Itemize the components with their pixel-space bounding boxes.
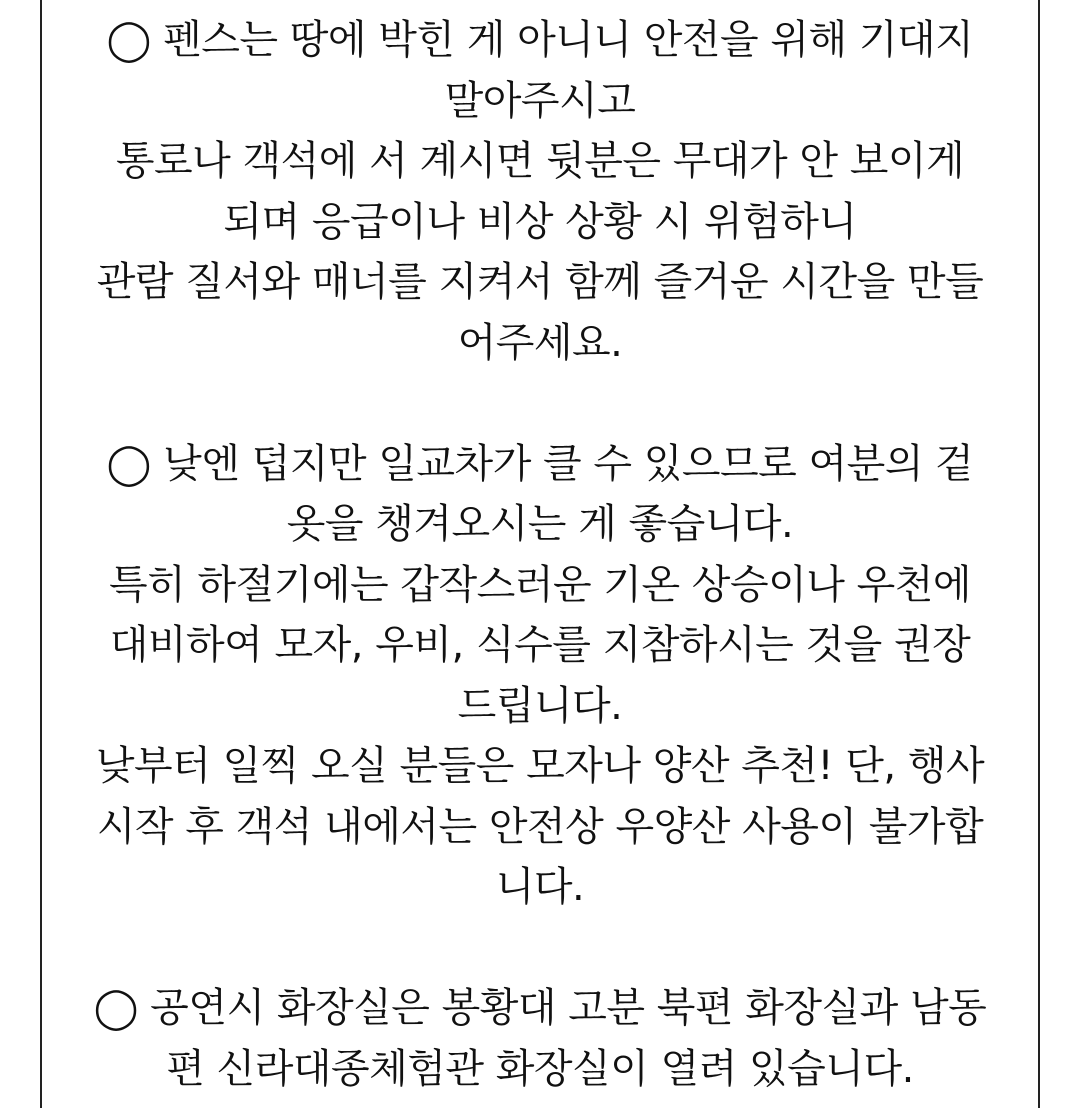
text-line: 어주세요. xyxy=(457,319,623,366)
text-line: 편 신라대종체험관 화장실이 열려 있습니다. xyxy=(166,1045,914,1092)
text-line: 니다. xyxy=(495,864,585,910)
text-line: ◯ 낮엔 덥지만 일교차가 클 수 있으므로 여분의 겉 xyxy=(106,440,974,487)
text-line: 대비하여 모자, 우비, 식수를 지참하시는 것을 권장 xyxy=(109,622,971,668)
text-line: ◯ 펜스는 땅에 박힌 게 아니니 안전을 위해 기대지 xyxy=(106,17,974,63)
text-line: 드립니다. xyxy=(457,682,623,729)
notice-restroom xyxy=(42,978,1038,1099)
notice-weather xyxy=(42,434,1038,918)
text-line: 옷을 챙겨오시는 게 좋습니다. xyxy=(286,501,794,547)
text-line: 관람 질서와 매너를 지켜서 함께 즐거운 시간을 만들 xyxy=(96,259,984,305)
text-line: 시작 후 객석 내에서는 안전상 우양산 사용이 불가합 xyxy=(96,803,984,850)
paragraph-gap xyxy=(42,373,1038,434)
text-line: 낮부터 일찍 오실 분들은 모자나 양산 추천! 단, 행사 xyxy=(95,743,985,789)
text-line: 말아주시고 xyxy=(444,77,636,124)
notice-fence xyxy=(42,10,1038,373)
notice-text xyxy=(42,10,1038,1099)
text-line: ◯ 공연시 화장실은 봉황대 고분 북편 화장실과 남동 xyxy=(93,985,987,1031)
text-line: 특히 하절기에는 갑작스러운 기온 상승이나 우천에 xyxy=(108,561,971,608)
text-line: 되며 응급이나 비상 상황 시 위험하니 xyxy=(223,198,857,245)
paragraph-gap xyxy=(42,918,1038,979)
text-line: 통로나 객석에 서 계시면 뒷분은 무대가 안 보이게 xyxy=(115,138,965,184)
